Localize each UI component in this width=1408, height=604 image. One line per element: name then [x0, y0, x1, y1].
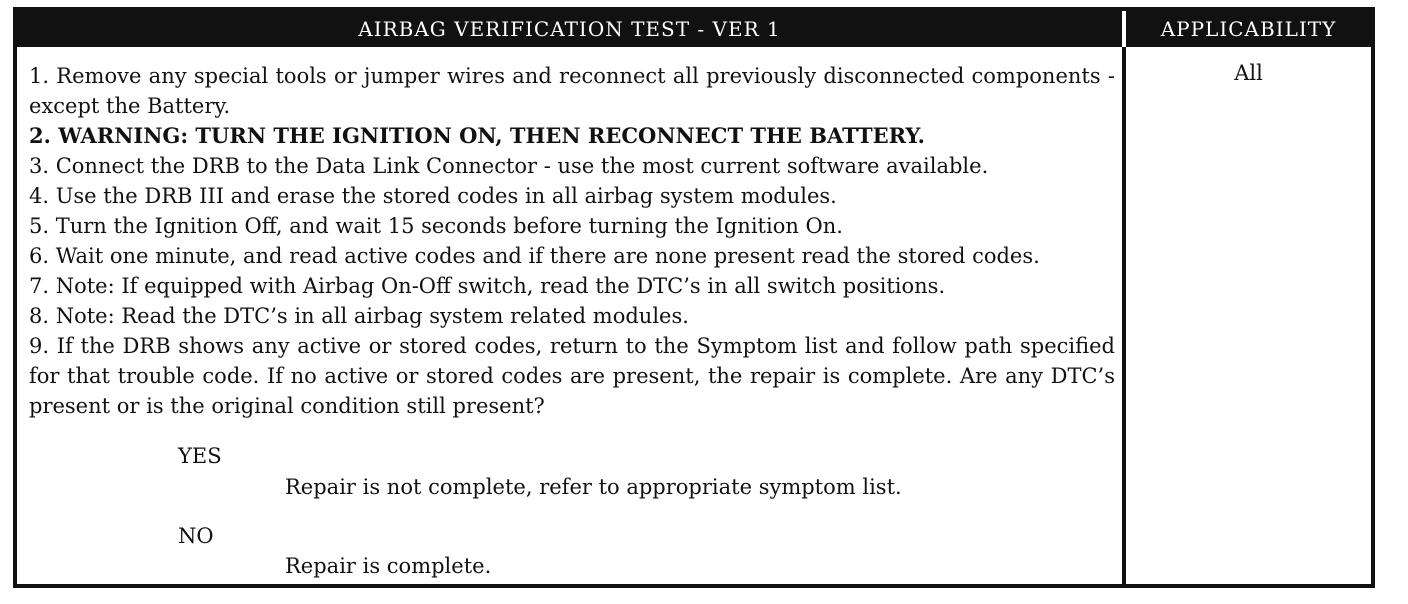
no-result-text: Repair is complete.	[285, 554, 492, 578]
applicability-header: APPLICABILITY	[1126, 11, 1371, 47]
step-4: 4. Use the DRB III and erase the stored codes in all airbag system modules.	[29, 184, 837, 208]
verification-test-table	[13, 7, 1375, 588]
test-steps	[29, 61, 1115, 421]
step-8: 8. Note: Read the DTC’s in all airbag system related modules.	[29, 304, 689, 328]
step-3: 3. Connect the DRB to the Data Link Connector - use the most current software available.	[29, 154, 989, 178]
applicability-value: All	[1234, 61, 1263, 85]
no-label: NO	[178, 524, 214, 548]
step-5: 5. Turn the Ignition Off, and wait 15 seconds before turning the Ignition On.	[29, 214, 843, 238]
step-2-warning: 2. WARNING: TURN THE IGNITION ON, THEN RECONNECT THE BATTERY.	[29, 123, 925, 148]
step-7: 7. Note: If equipped with Airbag On-Off switch, read the DTC’s in all switch positions.	[29, 274, 946, 298]
yes-label: YES	[178, 444, 222, 468]
step-1: 1. Remove any special tools or jumper wires and reconnect all previously disconnected components - except the Battery.	[29, 64, 1115, 118]
step-6: 6. Wait one minute, and read active codes and if there are none present read the stored codes.	[29, 244, 1040, 268]
yes-result-text: Repair is not complete, refer to appropriate symptom list.	[285, 475, 902, 499]
table-title: AIRBAG VERIFICATION TEST - VER 1	[17, 11, 1122, 47]
step-9: 9. If the DRB shows any active or stored codes, return to the Symptom list and follow path specified for that trouble code. If no active or stored codes are present, the repair is complete. Are any DTC’s present or is the original condition still present?	[29, 334, 1115, 418]
column-divider	[1122, 47, 1126, 588]
